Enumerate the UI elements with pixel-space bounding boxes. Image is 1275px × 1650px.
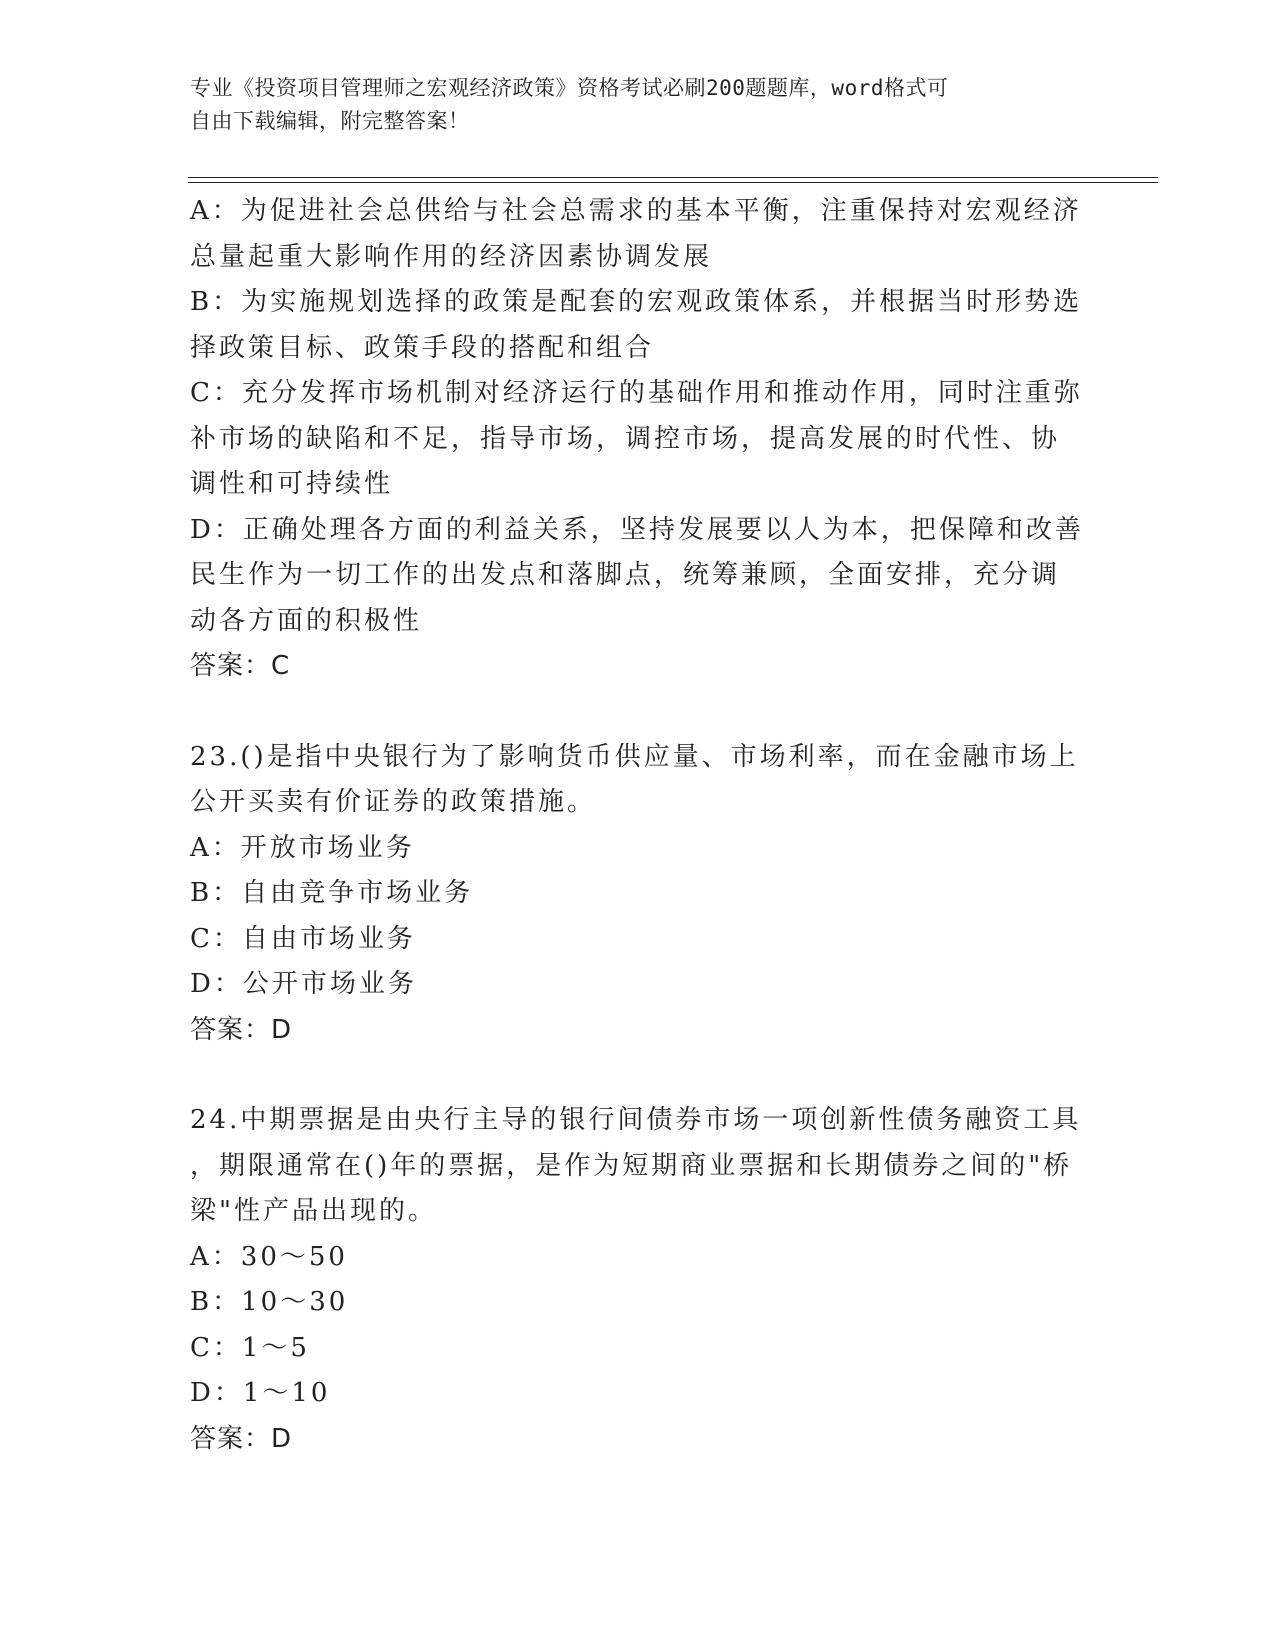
q23-option-c: C：自由市场业务: [190, 923, 416, 954]
q23-option-b: B：自由竞争市场业务: [190, 878, 474, 908]
q22-option-b-line-1: B：为实施规划选择的政策是配套的宏观政策体系，并根据当时形势选: [190, 287, 1083, 317]
header-line-1: 专业《投资项目管理师之宏观经济政策》资格考试必刷200题题库，word格式可: [190, 76, 949, 100]
q22-option-d: [190, 508, 1090, 645]
q22-option-c-line-1: C：充分发挥市场机制对经济运行的基础作用和推动作用，同时注重弥: [190, 378, 1083, 408]
q24-question-line-1: 24.中期票据是由央行主导的银行间债券市场一项创新性债务融资工具: [190, 1105, 1082, 1135]
q24-question-line-2: ，期限通常在()年的票据，是作为短期商业票据和长期债券之间的"桥: [190, 1150, 1073, 1181]
question-spacer: [190, 1053, 1090, 1098]
q24-option-a: A：30～50: [190, 1241, 348, 1272]
q23-block: [190, 735, 1090, 1054]
q22-answer: 答案：C: [190, 651, 291, 681]
q22-option-b-line-2: 择政策目标、政策手段的搭配和组合: [190, 332, 655, 363]
q22-option-c: [190, 371, 1090, 508]
q22-option-b: [190, 280, 1090, 371]
q22-option-d-line-1: D：正确处理各方面的利益关系，坚持发展要以人为本，把保障和改善: [190, 514, 1084, 545]
q22-option-d-line-3: 动各方面的积极性: [190, 605, 423, 636]
q24-option-b: B：10～30: [190, 1287, 349, 1317]
q23-option-a: A：开放市场业务: [190, 832, 415, 863]
q22-option-d-line-2: 民生作为一切工作的出发点和落脚点，统筹兼顾，全面安排，充分调: [190, 560, 1061, 590]
q22-option-a-line-2: 总量起重大影响作用的经济因素协调发展: [190, 241, 713, 272]
question-content: [190, 189, 1090, 1462]
q24-option-d: D：1～10: [190, 1378, 331, 1408]
q23-option-d: D：公开市场业务: [190, 969, 417, 999]
q22-option-a-line-1: A：为促进社会总供给与社会总需求的基本平衡，注重保持对宏观经济: [190, 196, 1082, 226]
header-divider-top: [188, 177, 1158, 178]
q24-option-c: C：1～5: [190, 1332, 310, 1363]
document-header: [190, 72, 1080, 138]
question-spacer: [190, 690, 1090, 735]
q23-question-line-1: 23.()是指中央银行为了影响货币供应量、市场利率，而在金融市场上: [190, 741, 1079, 772]
q22-option-a: [190, 189, 1090, 280]
q24-question-line-3: 梁"性产品出现的。: [190, 1196, 437, 1226]
q22-option-c-line-2: 补市场的缺陷和不足，指导市场，调控市场，提高发展的时代性、协: [190, 423, 1061, 454]
header-divider-bottom: [188, 182, 1158, 183]
q24-answer: 答案：D: [190, 1423, 293, 1454]
q24-block: [190, 1098, 1090, 1462]
q22-option-c-line-3: 调性和可持续性: [190, 469, 394, 499]
header-line-2: 自由下载编辑，附完整答案！: [190, 109, 470, 133]
q23-answer: 答案：D: [190, 1014, 293, 1045]
q23-question-line-2: 公开买卖有价证券的政策措施。: [190, 787, 597, 817]
q22-block: [190, 189, 1090, 690]
